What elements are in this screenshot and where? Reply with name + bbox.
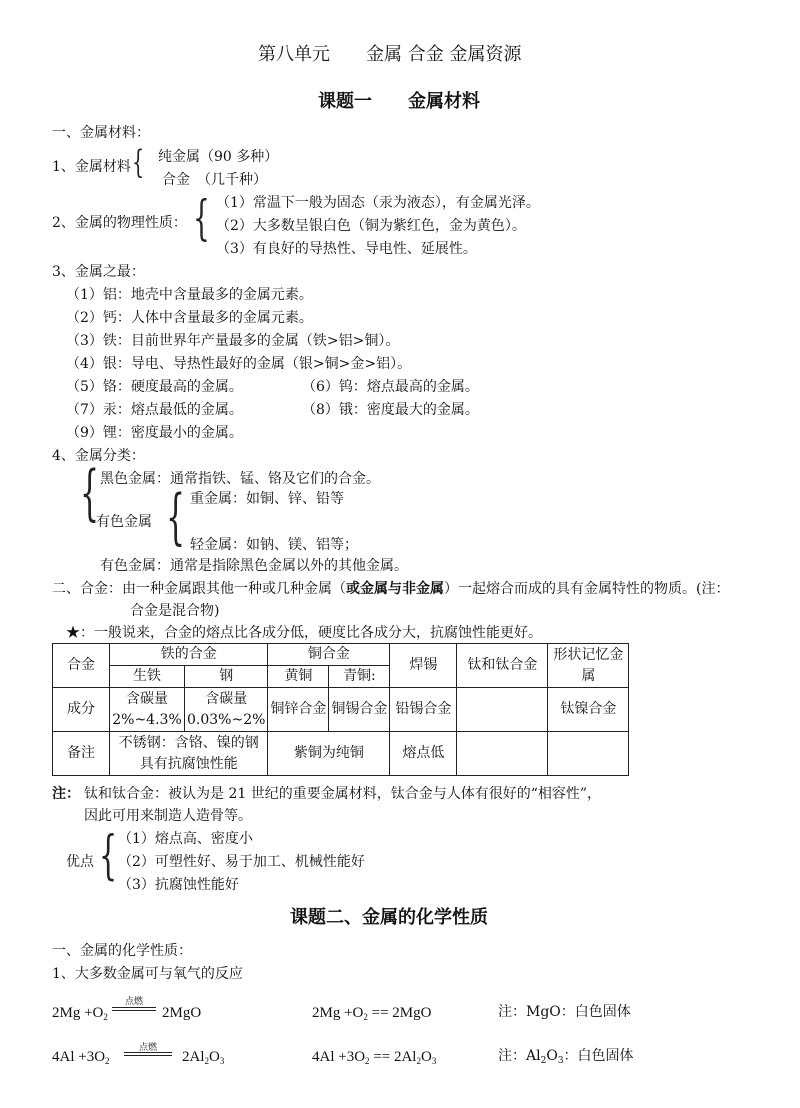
eq-sub: 2 [105,1056,110,1066]
table-cell [457,732,548,776]
oxygen-reaction-title: 1、大多数金属可与氧气的反应 [52,966,243,982]
topic2-heading: 课题二、金属的化学性质 [290,907,488,928]
alloy-definition [52,581,729,599]
table-cell: 熔点低 [390,732,457,776]
mgo-note: 注：MgO：白色固体 [498,1004,631,1020]
eq-sub: 2 [365,1056,370,1066]
eq-text: == 2Al [373,1049,417,1065]
table-cell: 钛镍合金 [548,688,629,732]
table-header: 焊锡 [390,644,457,688]
eq-sub: 2 [540,1056,547,1066]
brace-icon: { [99,826,118,886]
physical-prop-1: （1）常温下一般为固态（汞为液态），有金属光泽。 [216,195,540,211]
note-text: O [546,1048,558,1064]
table-cell: 铜锌合金 [268,688,329,732]
eq-text: 4Al +3O [52,1049,106,1065]
extreme-item: （1）铝：地壳中含量最多的金属元素。 [66,287,313,303]
equation-3 [52,1048,110,1067]
cell-line: 含碳量 [205,690,248,707]
eq-sub: 2 [416,1056,421,1066]
table-cell [185,688,268,732]
alloy-def-line2: 合金是混合物) [130,603,220,619]
table-row-label: 成分 [53,688,110,732]
nonferrous-note: 有色金属：通常是指除黑色金属以外的其他金属。 [100,558,408,574]
note-text: ：白色固体 [563,1048,634,1064]
brace-icon: { [80,458,100,528]
section1-heading: 一、金属材料： [52,125,150,141]
note-label: 注： [52,786,80,802]
alloy-item: 合金 （几千种） [162,172,267,188]
extreme-item: （4）银：导电、导热性最好的金属（银>铜>金>铝）。 [66,356,412,372]
metal-extremes-label: 3、金属之最： [52,264,145,280]
equation-1-product: 2MgO [162,1005,202,1021]
advantage-item: （1）熔点高、密度小 [118,831,253,847]
table-cell: 不锈钢：含铬、镍的钢具有抗腐蚀性能 [110,732,268,776]
physical-prop-2: （2）大多数呈银白色（铜为紫红色，金为黄色）。 [216,218,526,234]
reaction-arrow [112,994,156,1018]
pure-metal-item: 纯金属（90 多种） [158,149,279,165]
table-row-label: 备注 [53,732,110,776]
eq-text: 2Mg +O [52,1005,104,1021]
advantage-item: （3）抗腐蚀性能好 [118,877,239,893]
eq-text: == 2MgO [371,1005,432,1021]
condition-label: 点燃 [124,997,143,1007]
metal-material-label: 1、金属材料 [52,159,131,175]
note-text: 注：Al [498,1048,541,1064]
equation-1 [52,1004,108,1023]
table-cell: 铅锡合金 [390,688,457,732]
extreme-item: （6）钨：熔点最高的金属。 [302,379,479,395]
physical-prop-label: 2、金属的物理性质： [52,215,187,231]
extreme-item: （3）铁：目前世界年产量最多的金属（铁>铝>铜）。 [66,333,400,349]
extreme-item: （2）钙：人体中含量最多的金属元素。 [66,310,313,326]
brace-icon: { [132,143,145,181]
alloy-def-post: ）一起熔合而成的具有金属特性的物质。(注： [444,581,730,597]
eq-text: 2Mg +O [312,1005,364,1021]
advantages-label: 优点 [66,854,94,870]
table-header: 形状记忆金属 [548,644,629,688]
table-cell [110,688,185,732]
eq-sub: 2 [103,1012,108,1022]
extreme-item: （8）锇：密度最大的金属。 [302,402,479,418]
table-cell [457,688,548,732]
table-header: 铜合金 [268,644,390,666]
alloy-table [52,643,629,776]
physical-prop-3: （3）有良好的导热性、导电性、延展性。 [216,241,477,257]
nonferrous-label: 有色金属 [96,514,152,530]
alloy-def-bold: 或金属与非金属 [346,581,444,597]
advantage-item: （2）可塑性好、易于加工、机械性能好 [118,854,365,870]
cell-line: 2%~4.3% [112,711,182,728]
table-cell: 铜锡合金 [329,688,390,732]
extreme-item: （9）锂：密度最小的金属。 [66,425,243,441]
table-header: 钛和钛合金 [457,644,548,688]
table-header: 铁的合金 [110,644,268,666]
note-line2: 因此可用来制造人造骨等。 [84,808,252,824]
table-cell: 黄铜 [268,666,329,688]
note-line1: 钛和钛合金：被认为是 21 世纪的重要金属材料，钛合金与人体有很好的“相容性”， [84,786,602,802]
equation-3-product [182,1048,224,1067]
alloy-def-pre: 二、合金：由一种金属跟其他一种或几种金属（ [52,581,346,597]
brace-icon: { [166,482,186,552]
page-title: 第八单元 金属 合金 金属资源 [258,44,522,65]
brace-icon: { [193,190,210,246]
black-metal-item: 黑色金属：通常指铁、锰、铬及它们的合金。 [100,471,380,487]
cell-line: 含碳量 [126,690,168,707]
table-cell: 青铜: [329,666,390,688]
eq-sub: 2 [363,1012,368,1022]
metal-class-label: 4、金属分类： [52,448,145,464]
reaction-arrow [124,1040,172,1064]
table-cell: 生铁 [110,666,185,688]
extreme-item: （7）汞：熔点最低的金属。 [66,402,243,418]
equation-4 [312,1048,436,1067]
eq-sub: 3 [557,1056,564,1066]
table-cell: 紫铜为纯铜 [268,732,390,776]
eq-sub: 3 [219,1056,225,1066]
heavy-metal-item: 重金属：如铜、锌、铅等 [190,491,344,507]
eq-text: O [420,1049,432,1065]
al2o3-note [498,1048,634,1067]
eq-text: 4Al +3O [312,1049,366,1065]
light-metal-item: 轻金属：如钠、镁、铝等； [190,537,358,553]
topic1-heading: 课题一 金属材料 [318,91,480,112]
eq-sub: 3 [431,1056,437,1066]
table-cell: 钢 [185,666,268,688]
table-cell [548,732,629,776]
section3-heading: 一、金属的化学性质： [52,943,192,959]
eq-sub: 2 [204,1056,209,1066]
cell-line: 0.03%~2% [187,711,266,728]
condition-label: 点燃 [138,1043,157,1053]
equation-2 [312,1004,431,1023]
eq-text: 2Al [182,1049,205,1065]
table-header: 合金 [53,644,110,688]
eq-text: O [209,1049,220,1065]
star-note: ★：一般说来，合金的熔点比各成分低，硬度比各成分大，抗腐蚀性能更好。 [66,625,542,641]
extreme-item: （5）铬：硬度最高的金属。 [66,379,243,395]
